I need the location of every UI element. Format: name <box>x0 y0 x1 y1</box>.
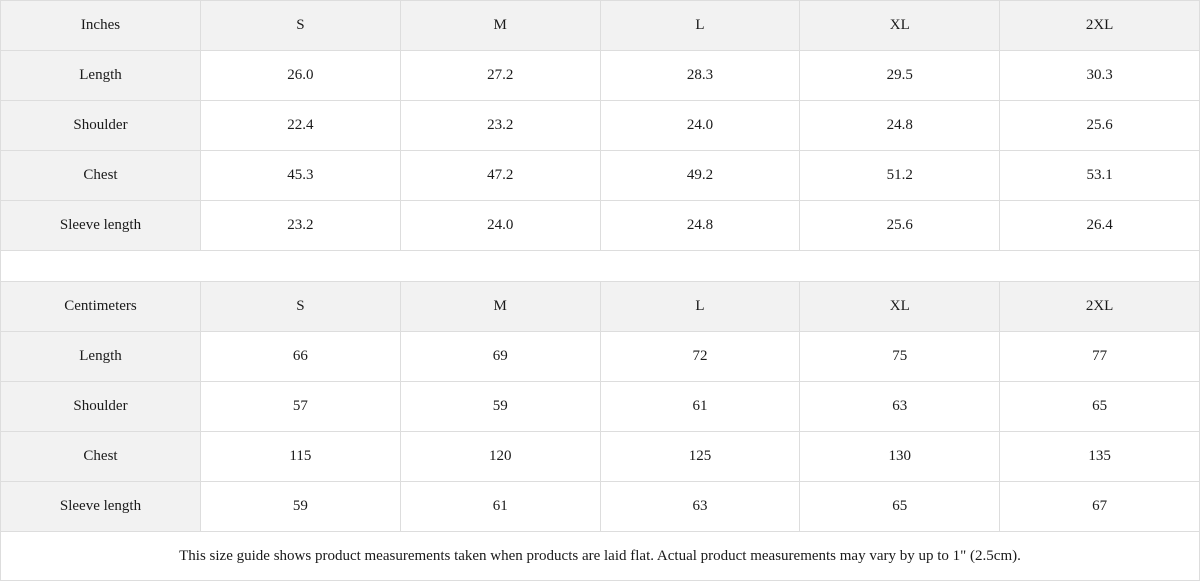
cell-inches-sleeve-xl: 25.6 <box>800 201 1000 251</box>
cell-inches-chest-l: 49.2 <box>600 151 800 201</box>
table-header-row <box>1 282 1200 332</box>
cell-inches-shoulder-xl: 24.8 <box>800 101 1000 151</box>
cell-inches-length-xl: 29.5 <box>800 51 1000 101</box>
cell-inches-sleeve-s: 23.2 <box>201 201 401 251</box>
row-label-length: Length <box>1 51 201 101</box>
table-row <box>1 51 1200 101</box>
cell-inches-chest-2xl: 53.1 <box>1000 151 1200 201</box>
cell-cm-chest-s: 115 <box>201 432 401 482</box>
table-row <box>1 482 1200 532</box>
column-header-2xl: 2XL <box>1000 1 1200 51</box>
column-header-s: S <box>201 282 401 332</box>
table-row <box>1 382 1200 432</box>
size-table-centimeters <box>0 281 1200 532</box>
column-header-xl: XL <box>800 1 1000 51</box>
row-label-shoulder: Shoulder <box>1 382 201 432</box>
cell-cm-shoulder-xl: 63 <box>800 382 1000 432</box>
cell-inches-length-m: 27.2 <box>400 51 600 101</box>
cell-cm-sleeve-2xl: 67 <box>1000 482 1200 532</box>
cell-cm-shoulder-s: 57 <box>201 382 401 432</box>
cell-cm-shoulder-l: 61 <box>600 382 800 432</box>
cell-inches-shoulder-m: 23.2 <box>400 101 600 151</box>
row-label-sleeve-length: Sleeve length <box>1 482 201 532</box>
cell-cm-length-l: 72 <box>600 332 800 382</box>
cell-inches-sleeve-l: 24.8 <box>600 201 800 251</box>
column-header-m: M <box>400 1 600 51</box>
cell-inches-length-s: 26.0 <box>201 51 401 101</box>
table-row <box>1 151 1200 201</box>
cell-inches-length-l: 28.3 <box>600 51 800 101</box>
table-row <box>1 332 1200 382</box>
cell-inches-chest-s: 45.3 <box>201 151 401 201</box>
cell-inches-chest-xl: 51.2 <box>800 151 1000 201</box>
table-gap-divider <box>0 251 1200 281</box>
table-row <box>1 432 1200 482</box>
cell-cm-chest-m: 120 <box>400 432 600 482</box>
table-row <box>1 201 1200 251</box>
column-header-2xl: 2XL <box>1000 282 1200 332</box>
column-header-m: M <box>400 282 600 332</box>
row-label-shoulder: Shoulder <box>1 101 201 151</box>
cell-inches-chest-m: 47.2 <box>400 151 600 201</box>
unit-label-centimeters: Centimeters <box>1 282 201 332</box>
column-header-xl: XL <box>800 282 1000 332</box>
size-guide-note-row <box>0 532 1200 581</box>
cell-inches-length-2xl: 30.3 <box>1000 51 1200 101</box>
row-label-sleeve-length: Sleeve length <box>1 201 201 251</box>
cell-cm-length-m: 69 <box>400 332 600 382</box>
cell-cm-length-s: 66 <box>201 332 401 382</box>
table-row <box>1 101 1200 151</box>
size-table-inches <box>0 0 1200 251</box>
cell-inches-sleeve-2xl: 26.4 <box>1000 201 1200 251</box>
cell-cm-chest-2xl: 135 <box>1000 432 1200 482</box>
cell-inches-shoulder-l: 24.0 <box>600 101 800 151</box>
cell-cm-length-xl: 75 <box>800 332 1000 382</box>
row-label-length: Length <box>1 332 201 382</box>
cell-cm-chest-l: 125 <box>600 432 800 482</box>
size-guide-note: This size guide shows product measurements taken when products are laid flat. Actual product measurements may vary by up to 1" (2.5cm). <box>179 547 1021 564</box>
row-label-chest: Chest <box>1 432 201 482</box>
column-header-l: L <box>600 282 800 332</box>
cell-inches-shoulder-2xl: 25.6 <box>1000 101 1200 151</box>
cell-cm-sleeve-s: 59 <box>201 482 401 532</box>
cell-inches-sleeve-m: 24.0 <box>400 201 600 251</box>
cell-cm-sleeve-l: 63 <box>600 482 800 532</box>
cell-cm-sleeve-m: 61 <box>400 482 600 532</box>
unit-label-inches: Inches <box>1 1 201 51</box>
row-label-chest: Chest <box>1 151 201 201</box>
cell-cm-shoulder-2xl: 65 <box>1000 382 1200 432</box>
column-header-s: S <box>201 1 401 51</box>
table-header-row <box>1 1 1200 51</box>
column-header-l: L <box>600 1 800 51</box>
cell-cm-shoulder-m: 59 <box>400 382 600 432</box>
cell-inches-shoulder-s: 22.4 <box>201 101 401 151</box>
cell-cm-chest-xl: 130 <box>800 432 1000 482</box>
cell-cm-length-2xl: 77 <box>1000 332 1200 382</box>
cell-cm-sleeve-xl: 65 <box>800 482 1000 532</box>
